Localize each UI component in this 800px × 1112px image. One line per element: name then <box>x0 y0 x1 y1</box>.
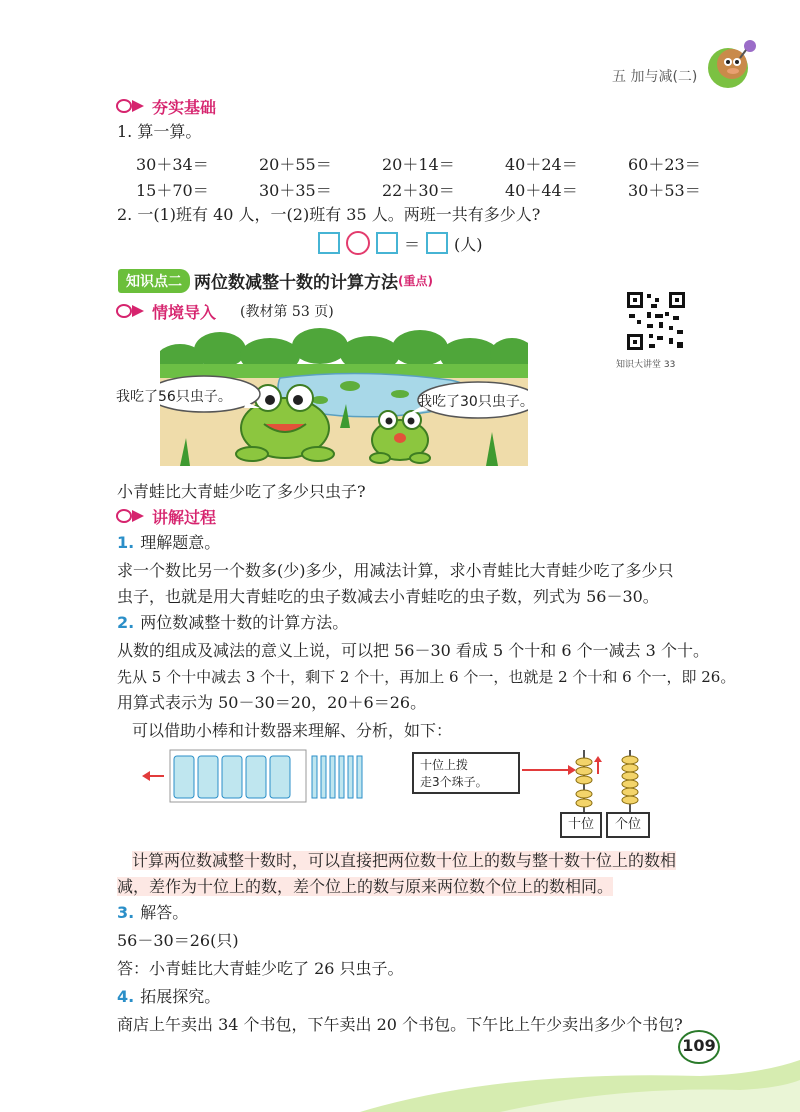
qr-label: 知识大讲堂 33 <box>616 360 676 370</box>
answer-box[interactable] <box>376 232 398 254</box>
arrow-icon <box>116 304 146 318</box>
calc-row-1 <box>136 152 751 175</box>
knowledge-sub: (重点) <box>398 274 433 288</box>
qr-code-icon[interactable] <box>625 290 687 352</box>
calc-item: 22＋30＝ <box>382 181 455 200</box>
ones-label: 个位 <box>606 812 650 838</box>
step-2-paragraph-2: 先从 5 个十中减去 3 个十，剩下 2 个十，再加上 6 个一，也就是 2 个十和 6 个一，即 26。 <box>117 668 736 686</box>
step-2-heading: 2. 两位数减整十数的计算方法。 <box>117 613 349 632</box>
step-2-paragraph-4: 可以借助小棒和计数器来理解、分析，如下： <box>132 721 453 740</box>
calc-item: 40＋24＝ <box>505 155 578 174</box>
equals-sign: ＝ <box>404 234 421 254</box>
step-3-answer: 答：小青蛙比大青蛙少吃了 26 只虫子。 <box>117 959 404 978</box>
calc-item: 40＋44＝ <box>505 181 578 200</box>
arrow-icon <box>116 99 146 113</box>
step-2-paragraph-1: 从数的组成及减法的意义上说，可以把 56－30 看成 5 个十和 6 个一减去 3 个十。 <box>117 641 709 660</box>
page-number: 109 <box>678 1030 720 1064</box>
step-3-heading: 3. 解答。 <box>117 903 189 922</box>
knowledge-point-heading <box>118 268 433 293</box>
arrow-icon <box>116 509 146 523</box>
step-1-heading: 1. 理解题意。 <box>117 533 221 552</box>
step-1-paragraph-2: 虫子，也就是用大青蛙吃的虫子数减去小青蛙吃的虫子数，列式为 56－30。 <box>117 587 659 606</box>
operator-circle[interactable] <box>346 231 370 255</box>
step-2-paragraph-3: 用算式表示为 50－30＝20，20＋6＝26。 <box>117 693 427 712</box>
answer-box[interactable] <box>426 232 448 254</box>
section-title-explanation: 讲解过程 <box>116 505 216 527</box>
unit-label: (人) <box>454 234 483 254</box>
tens-label: 十位 <box>560 812 602 838</box>
step-4-paragraph: 商店上午卖出 34 个书包，下午卖出 20 个书包。下午比上午少卖出多少个书包? <box>117 1015 683 1034</box>
scene-question: 小青蛙比大青蛙少吃了多少只虫子? <box>117 482 366 501</box>
step-1-paragraph-1: 求一个数比另一个数多(少)多少，用减法计算，求小青蛙比大青蛙少吃了多少只 <box>117 561 674 580</box>
calc-item: 20＋14＝ <box>382 155 455 174</box>
mascot-icon <box>706 38 762 90</box>
calc-item: 20＋55＝ <box>259 155 332 174</box>
step-4-heading: 4. 拓展探究。 <box>117 987 221 1006</box>
rule-paragraph-1: 计算两位数减整十数时，可以直接把两位数十位上的数与整十数十位上的数相 <box>132 851 677 870</box>
calc-item: 60＋23＝ <box>628 155 701 174</box>
question-2-text: 2. 一(1)班有 40 人，一(2)班有 35 人。两班一共有多少人? <box>117 205 541 224</box>
answer-box[interactable] <box>318 232 340 254</box>
green-wave-decoration <box>300 1030 800 1112</box>
chapter-title: 五 加与减(二) <box>612 69 698 85</box>
textbook-ref: (教材第 53 页) <box>240 304 334 320</box>
speech-bubble-big-frog: 我吃了56只虫子。 <box>116 389 232 405</box>
speech-bubble-small-frog: 我吃了30只虫子。 <box>418 394 534 410</box>
knowledge-title: 两位数减整十数的计算方法 <box>194 273 398 293</box>
knowledge-tag: 知识点二 <box>118 269 190 293</box>
step-3-equation: 56－30＝26(只) <box>117 931 239 950</box>
question-1-label: 1. 算一算。 <box>117 122 202 141</box>
section-title-intro: 情境导入 (教材第 53 页) <box>116 300 334 322</box>
calc-row-2 <box>136 178 751 201</box>
rule-paragraph-2: 减，差作为十位上的数，差个位上的数与原来两位数个位上的数相同。 <box>117 877 614 896</box>
section-title-foundation: 夯实基础 <box>116 95 216 117</box>
calc-item: 30＋34＝ <box>136 155 209 174</box>
equation-boxes <box>318 231 483 255</box>
calc-item: 15＋70＝ <box>136 181 209 200</box>
abacus-note-box: 十位上拨 走3个珠子。 <box>412 752 520 794</box>
calc-item: 30＋53＝ <box>628 181 701 200</box>
calc-item: 30＋35＝ <box>259 181 332 200</box>
